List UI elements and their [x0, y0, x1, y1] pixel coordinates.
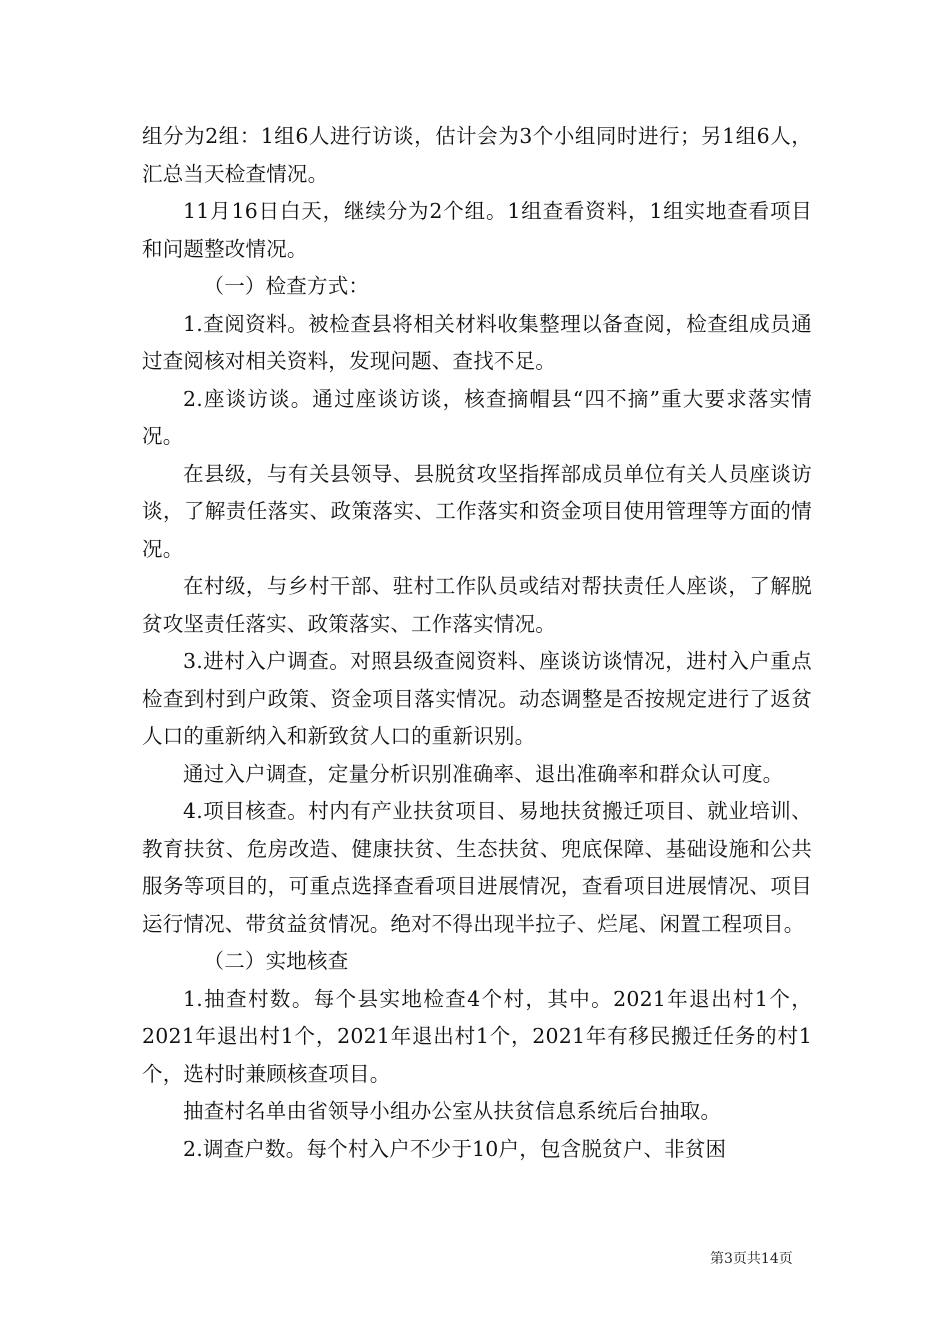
paragraph-village-level: 在村级，与乡村干部、驻村工作队员或结对帮扶责任人座谈，了解脱贫攻坚责任落实、政策落实、工作落实情况。 — [142, 574, 812, 636]
paragraph-household-survey: 3.进村入户调查。对照县级查阅资料、座谈访谈情况，进村入户重点检查到村到户政策、资金项目落实情况。动态调整是否按规定进行了返贫人口的重新纳入和新致贫人口的重新识别。 — [142, 649, 812, 748]
paragraph-village-sampling: 1.抽查村数。每个县实地检查4个村，其中。2021年退出村1个，2021年退出村1个，2021年退出村1个，2021年有移民搬迁任务的村1个，选村时兼顾核查项目。 — [142, 986, 812, 1086]
paragraph-county-level: 在县级，与有关县领导、县脱贫攻坚指挥部成员单位有关人员座谈访谈，了解责任落实、政策落实、工作落实和资金项目使用管理等方面的情况。 — [142, 461, 812, 561]
paragraph-sampling-list: 抽查村名单由省领导小组办公室从扶贫信息系统后台抽取。 — [183, 1099, 722, 1123]
paragraph-interviews: 2.座谈访谈。通过座谈访谈，核查摘帽县“四不摘”重大要求落实情况。 — [142, 386, 812, 448]
section-heading-field-check: （二）实地核查 — [203, 949, 349, 973]
paragraph-project-check: 4.项目核查。村内有产业扶贫项目、易地扶贫搬迁项目、就业培训、教育扶贫、危房改造、健康扶贫、生态扶贫、兜底保障、基础设施和公共服务等项目的，可重点选择查看项目进展情况，查看项目进展情况、项目运行情况、带贫益贫情况。绝对不得出现半拉子、烂尾、闲置工程项目。 — [142, 799, 812, 936]
paragraph-2: 11月16日白天，继续分为2个组。1组查看资料，1组实地查看项目和问题整改情况。 — [142, 199, 812, 261]
document-body — [142, 118, 812, 1168]
section-heading-inspection-method: （一）检查方式： — [203, 274, 370, 298]
paragraph-household-count: 2.调查户数。每个村入户不少于10户，包含脱贫户、非贫困 — [183, 1136, 727, 1161]
page-number-footer: 第3页共14页 — [710, 1251, 793, 1267]
paragraph-review-materials: 1.查阅资料。被检查县将相关材料收集整理以备查阅，检查组成员通过查阅核对相关资料，发现问题、查找不足。 — [142, 311, 812, 373]
paragraph-quantitative-analysis: 通过入户调查，定量分析识别准确率、退出准确率和群众认可度。 — [183, 761, 784, 786]
paragraph-1: 组分为2组：1组6人进行访谈，估计会为3个小组同时进行；另1组6人，汇总当天检查情况。 — [142, 124, 812, 186]
